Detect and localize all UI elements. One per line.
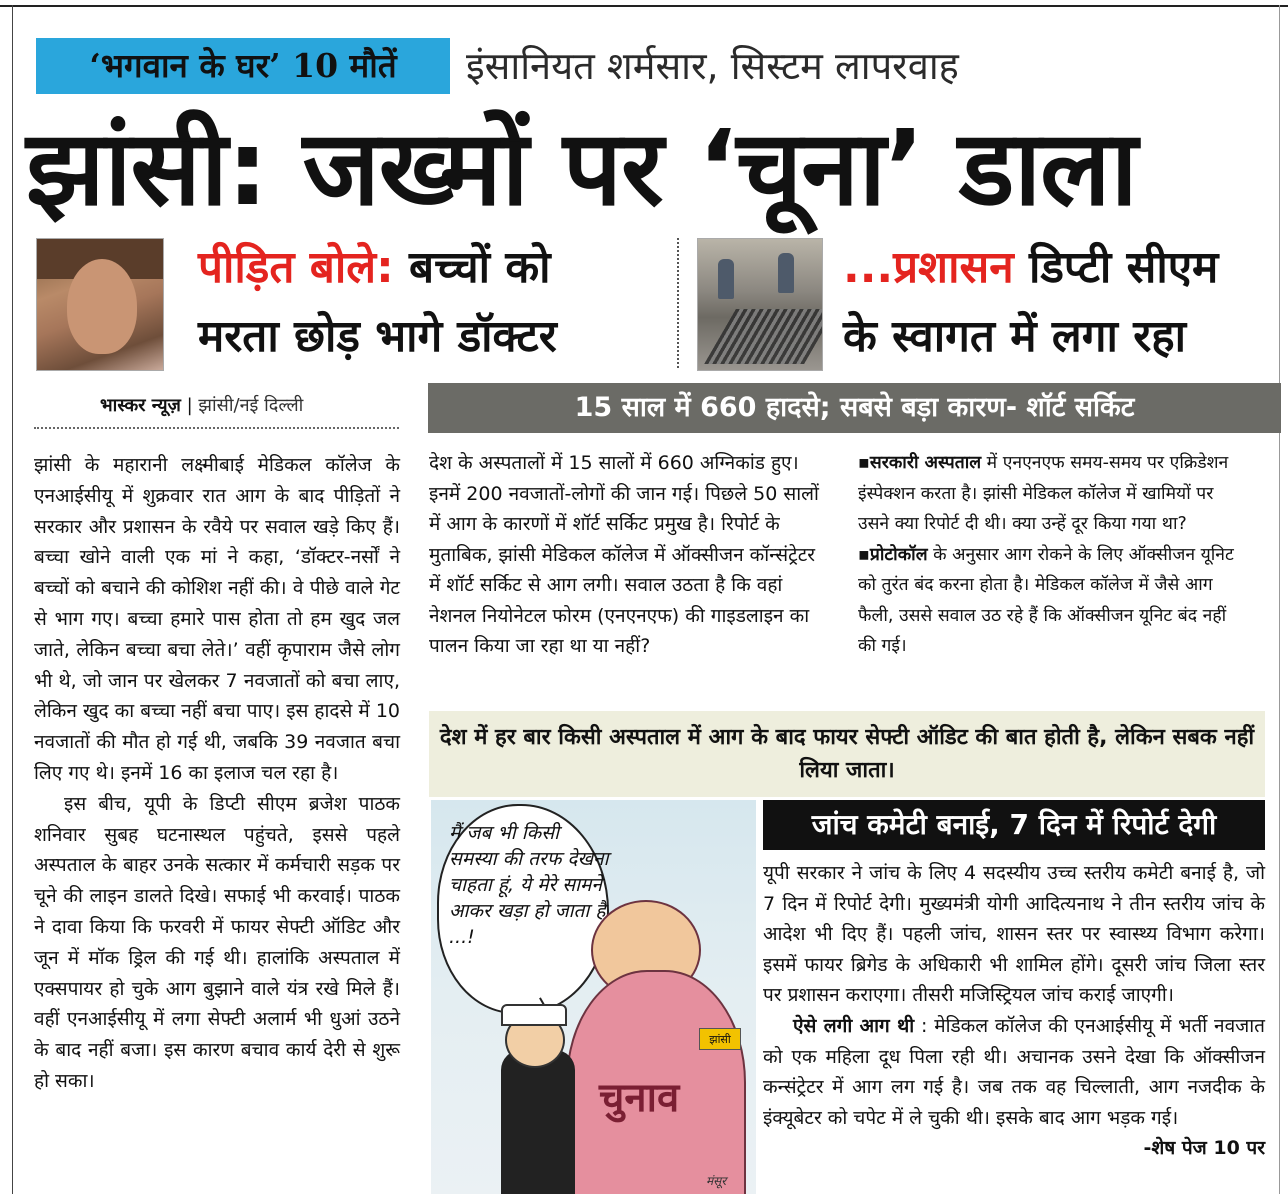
photo-drain-grate: [704, 309, 823, 364]
middle-column-text: देश के अस्पतालों में 15 सालों में 660 अग्निकांड हुए। इनमें 200 नवजातों-लोगों की जान गई। पिछले 50 सालों में आग के कारणों में शॉर्ट सर्किट प्रमुख है। रिपोर्ट के मुताबिक, झांसी मेडिकल कॉलेज में ऑक्सीजन कॉन्संट्रेटर में शॉर्ट सर्किट से आग लगी। सवाल उठता है कि वहां नेशनल नियोनेटल फोरम (एनएनएफ) की गाइडलाइन का पालन किया जा रहा था या नहीं?: [429, 452, 819, 657]
left-rule: [12, 5, 13, 1194]
right-column-para2-text: के अनुसार आग रोकने के लिए ऑक्सीजन यूनिट को तुरंत बंद करना होता है। मेडिकल कॉलेज में जैसे आग फैली, उससे सवाल उठ रहे हैं कि ऑक्सीजन यूनिट बंद नहीं की गई।: [858, 544, 1234, 656]
middle-column: [429, 448, 824, 662]
callout-box: देश में हर बार किसी अस्पताल में आग के बाद फायर सेफ्टी ऑडिट की बात होती है, लेकिन सबक नहीं लिया जाता।: [429, 711, 1265, 797]
cartoon-signpost: झांसी: [699, 1028, 741, 1050]
stat-banner: 15 साल में 660 हादसे; सबसे बड़ा कारण- शॉर्ट सर्किट: [428, 383, 1281, 433]
sub-headline-right-line2: के स्वागत में लगा रहा: [843, 311, 1186, 362]
bottom-column-para2: [763, 1011, 1265, 1160]
bullet-icon: ▪: [858, 453, 870, 473]
small-figure-body: [501, 1050, 575, 1194]
right-column: [858, 448, 1248, 662]
photo-person-shape: [718, 259, 734, 299]
sub-headline-left-line1: [198, 236, 551, 300]
sub-headline-right-rest: डिप्टी सीएम: [1013, 242, 1219, 293]
kicker-subheading: इंसानियत शर्मसार, सिस्टम लापरवाह: [466, 44, 959, 88]
victim-photo: [36, 238, 164, 371]
continued-note: -शेष पेज 10 पर: [1143, 1137, 1265, 1160]
left-column: [34, 450, 400, 1097]
sub-headline-right-highlight: ...प्रशासन: [843, 242, 1014, 293]
bullet-icon: ▪: [858, 544, 870, 565]
photo-face-shape: [67, 259, 137, 354]
subhead-divider: [677, 238, 679, 368]
speech-bubble-text: मैं जब भी किसी समस्या की तरफ देखना चाहता हूं, ये मेरे सामने आकर खड़ा हो जाता है ...!: [449, 822, 609, 948]
right-column-para2-bold: प्रोटोकॉल: [869, 544, 928, 565]
sub-headline-left-line2: मरता छोड़ भागे डॉक्टर: [198, 311, 557, 362]
right-column-para1: [858, 448, 1248, 540]
sub-headline-right-line1: [843, 236, 1218, 300]
sub-headline-left-rest: बच्चों को: [393, 242, 551, 293]
left-column-para2: इस बीच, यूपी के डिप्टी सीएम ब्रजेश पाठक शनिवार सुबह घटनास्थल पहुंचते, इससे पहले अस्पताल के बाहर उनके सत्कार में कर्मचारी सड़क पर चूने की लाइन डालते दिखे। सफाई भी करवाई। पाठक ने दावा किया कि फरवरी में फायर सेफ्टी ऑडिट और जून में मॉक ड्रिल की गई थी। हालांकि अस्पताल में एक्सपायर हो चुके आग बुझाने वाले यंत्र रखे मिले हैं। वहीं एनआईसीयू में लगा सेफ्टी अलार्म भी धुआं उठने के बाद नहीं बजा। इस कारण बचाव कार्य देरी से शुरू हो सका।: [34, 792, 400, 1092]
bottom-column-para1: यूपी सरकार ने जांच के लिए 4 सदस्यीय उच्च स्तरीय कमेटी बनाई है, जो 7 दिन में रिपोर्ट देगी। मुख्यमंत्री योगी आदित्यनाथ ने तीन स्तरीय जांच के आदेश भी दिए हैं। पहली जांच, शासन स्तर पर स्वास्थ्य विभाग करेगा। इसमें फायर ब्रिगेड के अधिकारी भी शामिल होंगे। दूसरी जांच जिला स्तर पर प्रशासन कराएगा। तीसरी मजिस्ट्रियल जांच कराई जाएगी।: [763, 862, 1265, 1007]
cartoonist-signature: मंसूर: [706, 1174, 727, 1188]
small-figure-cap: [501, 1004, 567, 1026]
probe-banner: जांच कमेटी बनाई, 7 दिन में रिपोर्ट देगी: [763, 800, 1265, 850]
top-rule: [0, 5, 1288, 7]
bottom-column-para2-text: : मेडिकल कॉलेज की एनआईसीयू में भर्ती नवजात को एक महिला दूध पिला रही थी। अचानक उसने देखा कि ऑक्सीजन कन्संट्रेटर में आग लग गई है। जब तक वह चिल्लाती, आग नजदीक के इंक्यूबेटर को चपेट में ले चुकी थी। इसके बाद आग भड़क गई।: [763, 1014, 1265, 1129]
right-rule: [1279, 5, 1280, 1194]
byline-place: झांसी/नई दिल्ली: [198, 395, 304, 416]
street-photo: [697, 238, 823, 371]
kicker-label: ‘भगवान के घर’ 10 मौतें: [36, 38, 450, 94]
bottom-column: [763, 858, 1265, 1164]
byline: भास्कर न्यूज़ | झांसी/नई दिल्ली: [100, 395, 304, 416]
editorial-cartoon: [431, 800, 756, 1194]
photo-person-shape: [778, 253, 794, 293]
sub-headline-left-highlight: पीड़ित बोले:: [198, 242, 394, 293]
byline-agency: भास्कर न्यूज़: [100, 395, 181, 416]
main-headline: झांसी: जख्मों पर ‘चूना’ डाला: [26, 107, 1137, 229]
right-column-para2: [858, 540, 1248, 662]
bottom-column-para2-bold: ऐसे लगी आग थी: [793, 1014, 915, 1037]
right-column-para1-bold: सरकारी अस्पताल: [869, 453, 982, 473]
right-column-para1-text: में एनएनएफ समय-समय पर एक्रिडेशन इंस्पेक्शन करता है। झांसी मेडिकल कॉलेज में खामियों पर उसने क्या रिपोर्ट दी थी। क्या उन्हें दूर किया गया था?: [858, 453, 1229, 534]
left-column-para1: झांसी के महारानी लक्ष्मीबाई मेडिकल कॉलेज के एनआईसीयू में शुक्रवार रात आग के बाद पीड़ितों ने सरकार और प्रशासन के रवैये पर सवाल खड़े किए हैं। बच्चा खोने वाली एक मां ने कहा, ‘डॉक्टर-नर्सों ने बच्चों को बचाने की कोशिश नहीं की। वे पीछे वाले गेट से भाग गए। बच्चा हमारे पास होता तो हम खुद जल जाते, लेकिन बच्चा बचा लेते।’ वहीं कृपाराम जैसे लोग भी थे, जो जान पर खेलकर 7 नवजातों को बचा लाए, लेकिन खुद का बच्चा नहीं बचा पाए। इस हादसे में 10 नवजातों की मौत हो गई थी, जबकि 39 नवजात बचा लिए गए थे। इनमें 16 का इलाज चल रहा है।: [34, 454, 400, 784]
byline-dotted-rule: [34, 427, 399, 429]
speech-bubble: [437, 804, 609, 1014]
cartoon-label: चुनाव: [599, 1075, 680, 1121]
